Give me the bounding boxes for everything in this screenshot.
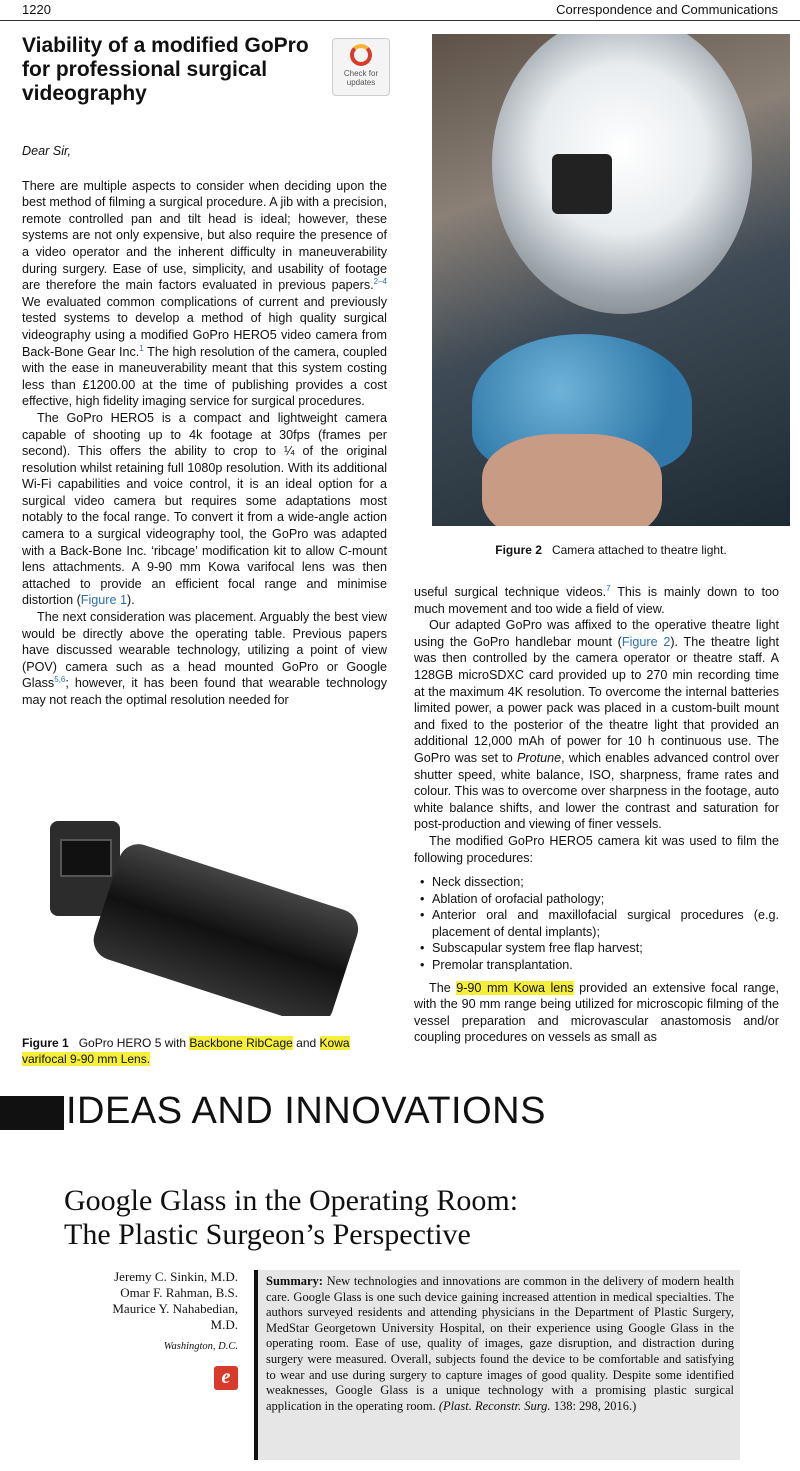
figure-1-link[interactable]: Figure 1 [80,593,127,608]
author: Jeremy C. Sinkin, M.D. [114,1269,238,1284]
right-paragraph-4: The 9-90 mm Kowa lens provided an extensive focal range, with the 90 mm range being utilized for microscopic filming of the vessel preparation and microvascular anastomosis and/or coupling procedures on vessels as small as [414,980,780,1045]
highlight: 9-90 mm Kowa lens [456,980,574,995]
affiliation: Washington, D.C. [163,1341,238,1352]
section-bar [0,1096,64,1130]
list-item: • Ablation of orofacial pathology; [432,891,779,908]
article-title: Google Glass in the Operating Room: The Plastic Surgeon’s Perspective [64,1184,519,1251]
list-item: • Premolar transplantation. [432,957,779,974]
right-paragraph-3: The modified GoPro HERO5 camera kit was used to film the following procedures: [414,833,779,865]
theatre-light [492,34,752,314]
figure-2-photo [432,34,790,526]
figure-1-photo [22,776,382,1016]
ref-citation[interactable]: 2–4 [373,276,387,286]
list-item: • Subscapular system free flap harvest; [432,940,779,957]
author: Omar F. Rahman, B.S. [120,1285,238,1300]
right-paragraph-2: Our adapted GoPro was affixed to the operative theatre light using the GoPro handlebar mount (Figure 2). The theatre light was then controlled by the camera operator or theatre staff. A 128GB microSDXC card provided up to 270 min recording time at the maximum 4K resolution. To overcome the internal batteries limited power, a power pack was placed in a custom-built mount and fixed to the posterior of the theatre light that provided an additional 12,000 mAh of power for 10 h continuous use. The GoPro was set to Protune, which enables advanced control over shutter speed, white balance, ISO, sharpness, frame rates and colour. This was to overcome over sharpness in the footage, auto white balance shifts, and lower the contrast and saturation for post-production and viewing of finer vessels. [414,618,779,832]
kowa-lens [88,839,363,1016]
ref-citation[interactable]: 1 [139,343,144,353]
bookmark-icon [350,44,372,66]
paragraph-2: The GoPro HERO5 is a compact and lightweight camera capable of shooting up to 4k footage at 30fps (frames per second). This offers the ability to crop to ¼ of the original resolution whilst retaining full 1080p resolution. With its additional Wi-Fi capabilities and voice control, it is an ideal option for a surgical video camera but requires some adaptations most notably to the focal range. To convert it from a wide-angle action camera to a surgical videography tool, the GoPro was adapted with a Back-Bone Inc. ‘ribcage’ modification kit to allow C-mount lens attachments. A 9-90 mm Kowa varifocal lens was then attached to provide an efficient focal range and minimise distortion (Figure 1). [22,410,387,608]
page-number: 1220 [22,2,51,17]
section-heading: IDEAS AND INNOVATIONS [66,1090,546,1132]
paragraph-1: There are multiple aspects to consider when deciding upon the best method of filming a surgical procedure. A jib with a precision, remote controlled pan and tilt head is ideal; however, these systems are not only expensive, but also require the presence of a video operator and the inherent difficulty in maneuverability during surgery. Ease of use, simplicity, and usability of footage are therefore the main factors evaluated in previous papers.$^{2-4}$ We evaluated common complications of current and previously tested systems to develop a method of high quality surgical videography using a modified GoPro HERO5 video camera from Back-Bone Gear Inc.$^1$ The high resolution of the camera, coupled with the ease in maneuverability meant that this system costing less than £1200.00 at the time of publishing provides a cost effective, high fidelity imaging service for surgical procedures. [22,178,387,409]
header-rule [0,20,800,21]
procedure-list [414,874,779,974]
check-for-updates-badge[interactable] [332,38,390,96]
figure-2-link[interactable]: Figure 2 [621,634,671,649]
author-list [40,1269,238,1333]
camera [552,154,612,214]
paragraph-3: The next consideration was placement. Arguably the best view would be directly above the operating table. Previous papers have discussed wearable technology, utilizing a point of view (POV) camera such as a head mounted GoPro or Google Glass$^{5,6}$; however, it has been found that wearable technology may not reach the optimal resolution needed for [22,610,387,707]
badge-line2: updates [346,78,376,87]
author: Maurice Y. Nahabedian, [112,1301,238,1316]
letter-title: Viability of a modified GoPro for professional surgical videography [22,34,309,105]
right-paragraph-1: useful surgical technique videos.$^7$ This is mainly down to too much movement and too wide a field of view. [414,583,779,616]
right-column [414,584,779,1046]
list-item: • Anterior oral and maxillofacial surgical procedures (e.g. placement of dental implants); [432,907,779,940]
salutation: Dear Sir, [22,144,71,158]
left-column [22,143,387,709]
figure-2-caption: Figure 2 Camera attached to theatre light. [495,543,727,557]
list-item: • Neck dissection; [432,874,779,891]
figure-1-caption: Figure 1 GoPro HERO 5 with Backbone RibCage and Kowa varifocal 9-90 mm Lens. [22,1036,350,1066]
summary-box: Summary: New technologies and innovations are common in the delivery of modern health care. Google Glass is one such device gaining increased attention in medical specialties. The authors surveyed residents and attending physicians in the Department of Plastic Surgery, MedStar Georgetown University Hospital, on their experience using Google Glass in the operating room. Ease of use, quality of images, gaze disruption, and distraction during surgery were measured. Overall, subjects found the device to be comfortable and satisfying to wear and use during surgery to capture images of good quality. Despite some identified weaknesses, Google Glass is a unique technology with a promising plastic surgical application in the operating room. (Plast. Reconstr. Surg. 138: 298, 2016.) [254,1270,740,1460]
author: M.D. [210,1317,238,1332]
badge-line1: Check for [343,69,379,78]
gopro-screen [60,839,112,877]
e-icon[interactable]: e [214,1366,238,1390]
section-header: Correspondence and Communications [556,2,778,17]
surgeon-face [482,434,662,526]
ref-citation[interactable]: 7 [606,583,611,593]
ref-citation[interactable]: 5,6 [54,675,66,685]
